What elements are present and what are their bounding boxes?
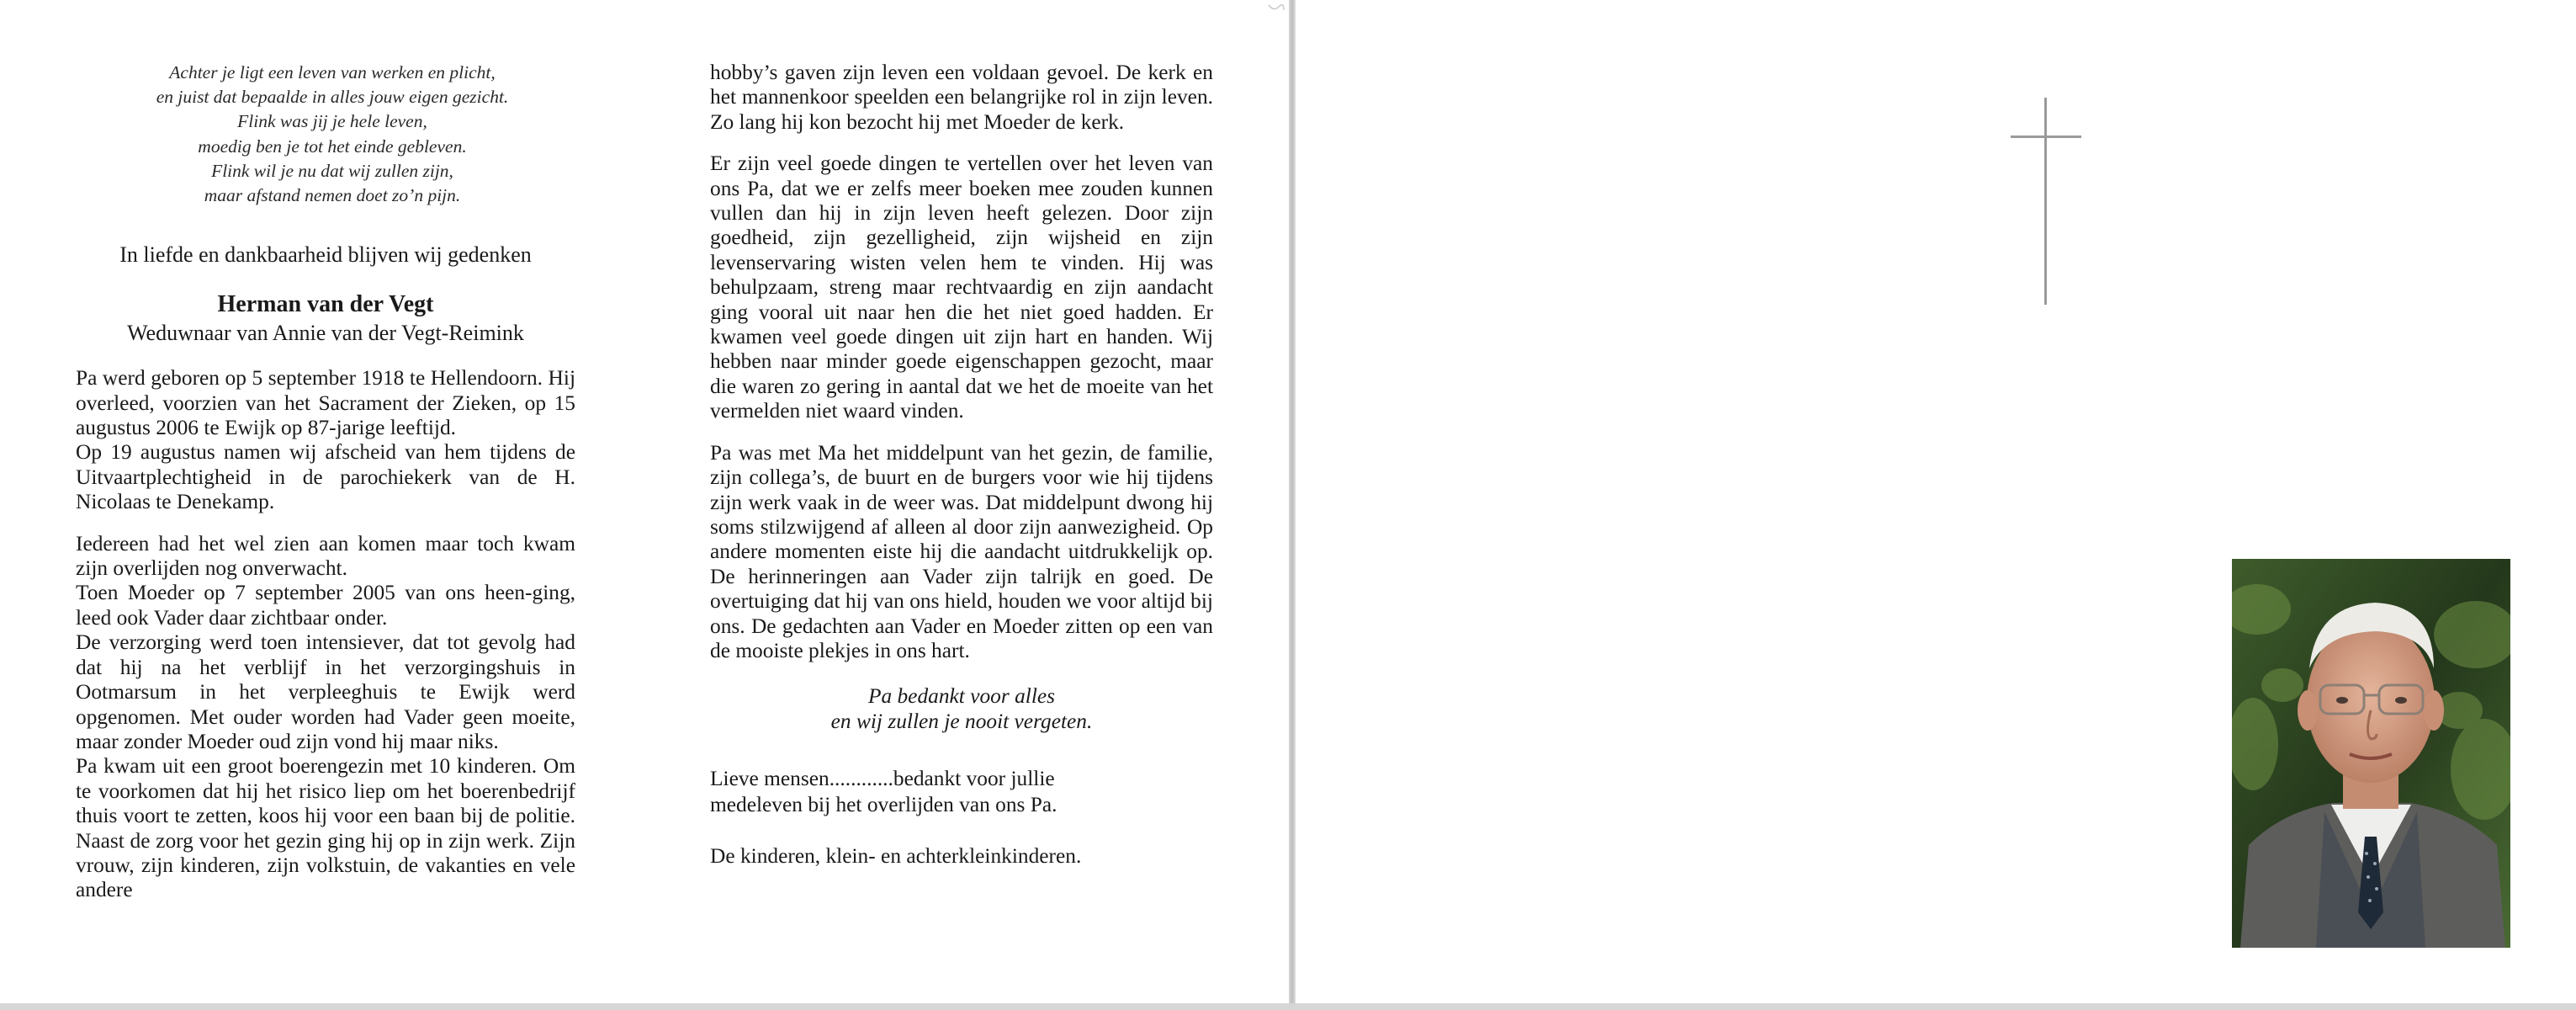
right-text-column xyxy=(710,61,1213,869)
poem-line: Flink wil je nu dat wij zullen zijn, xyxy=(211,160,453,181)
closing-line: Pa bedankt voor alles xyxy=(867,684,1056,709)
thanks-line: medeleven bij het overlijden van ons Pa. xyxy=(710,793,1057,817)
poem-line: moedig ben je tot het einde gebleven. xyxy=(198,136,467,157)
paragraph: Er zijn veel goede dingen te vertellen over het leven van ons Pa, dat we er zelfs meer boeken mee zouden kunnen vullen dan hij in zijn leven heeft gelezen. Door zijn goedheid, zijn gezelligheid, zijn wijsheid en zijn levenservaring wisten velen hem te vinden. Hij was behulpzaam, streng maar rechtvaardig en zijn aandacht ging vooral uit naar hen die het niet goed hadden. Er kwamen veel goede dingen uit zijn hart en handen. Wij hebben naar minder goede eigenschappen gezocht, maar die waren zo gering in aantal dat we het de moeite van het vermelden niet waard vinden. xyxy=(710,152,1213,423)
paper-scuff xyxy=(1267,3,1285,13)
card-fold xyxy=(1289,0,1296,1010)
left-text-column xyxy=(76,61,575,903)
paragraph: Op 19 augustus namen wij afscheid van hem tijdens de Uitvaartplechtigheid in de parochiekerk van de H. Nicolaas te Denekamp. xyxy=(76,440,575,514)
paragraph: hobby’s gaven zijn leven een voldaan gevoel. De kerk en het mannenkoor speelden een belangrijke rol in zijn leven. Zo lang hij kon bezocht hij met Moeder de kerk. xyxy=(710,61,1213,134)
closing-verse xyxy=(710,683,1213,734)
paragraph: Pa kwam uit een groot boerengezin met 10 kinderen. Om te voorkomen dat hij het risico liep om het boerenbedrijf thuis voort te zetten, koos hij voor een baan bij de politie. Naast de zorg voor het gezin ging hij op in zijn werk. Zijn vrouw, zijn kinderen, zijn volkstuin, de vakanties en vele andere xyxy=(76,754,575,902)
widower-line: Weduwnaar van Annie van der Vegt-Reimink xyxy=(127,321,524,346)
poem-line: Achter je ligt een leven van werken en plicht, xyxy=(169,62,496,82)
poem-line: Flink was jij je hele leven, xyxy=(237,111,427,132)
intro-line: In liefde en dankbaarheid blijven wij gedenken xyxy=(119,242,532,268)
cross-icon xyxy=(2011,98,2081,305)
paragraph: Pa was met Ma het middelpunt van het gezin, de familie, zijn collega’s, de buurt en de burgers voor wie hij tijdens zijn werk vaak in de weer was. Dat middelpunt dwong hij soms stilzwijgend af alleen al door zijn aanwezigheid. Op andere momenten eiste hij die aandacht uitdrukkelijk op. De herinneringen aan Vader zijn talrijk en goed. De overtuiging dat hij van ons hield, houden we voor altijd bij ons. De gedachten aan Vader en Moeder zitten op een van de mooiste plekjes in ons hart. xyxy=(710,440,1213,662)
paragraph: Toen Moeder op 7 september 2005 van ons heen-ging, leed ook Vader daar zichtbaar onder. xyxy=(76,581,575,630)
paragraph: De verzorging werd toen intensiever, dat tot gevolg had dat hij na het verblijf in het verzorgingshuis in Ootmarsum in het verpleeghuis te Ewijk werd opgenomen. Met ouder worden had Vader geen moeite, maar zonder Moeder oud zijn vond hij maar niks. xyxy=(76,630,575,753)
inner-left-page xyxy=(0,0,1291,1003)
poem xyxy=(89,61,575,208)
deceased-name: Herman van der Vegt xyxy=(217,291,434,318)
paragraph: Pa werd geboren op 5 september 1918 te Hellendoorn. Hij overleed, voorzien van het Sacrament der Zieken, op 15 augustus 2006 te Ewijk op 87-jarige leeftijd. xyxy=(76,366,575,440)
thanks-line: Lieve mensen............bedankt voor jullie xyxy=(710,767,1055,791)
card-bottom-edge xyxy=(0,1003,2576,1010)
biography-text xyxy=(76,366,575,903)
poem-line: maar afstand nemen doet zo’n pijn. xyxy=(204,185,461,206)
portrait-photo xyxy=(2232,559,2510,948)
poem-line: en juist dat bepaalde in alles jouw eigen gezicht. xyxy=(156,87,509,108)
thanks-note xyxy=(710,766,1213,818)
paragraph: Iedereen had het wel zien aan komen maar toch kwam zijn overlijden nog onverwacht. xyxy=(76,531,575,581)
biography-continued xyxy=(710,61,1213,663)
signature-line: De kinderen, klein- en achterkleinkinderen. xyxy=(710,844,1082,869)
closing-line: en wij zullen je nooit vergeten. xyxy=(830,710,1093,734)
